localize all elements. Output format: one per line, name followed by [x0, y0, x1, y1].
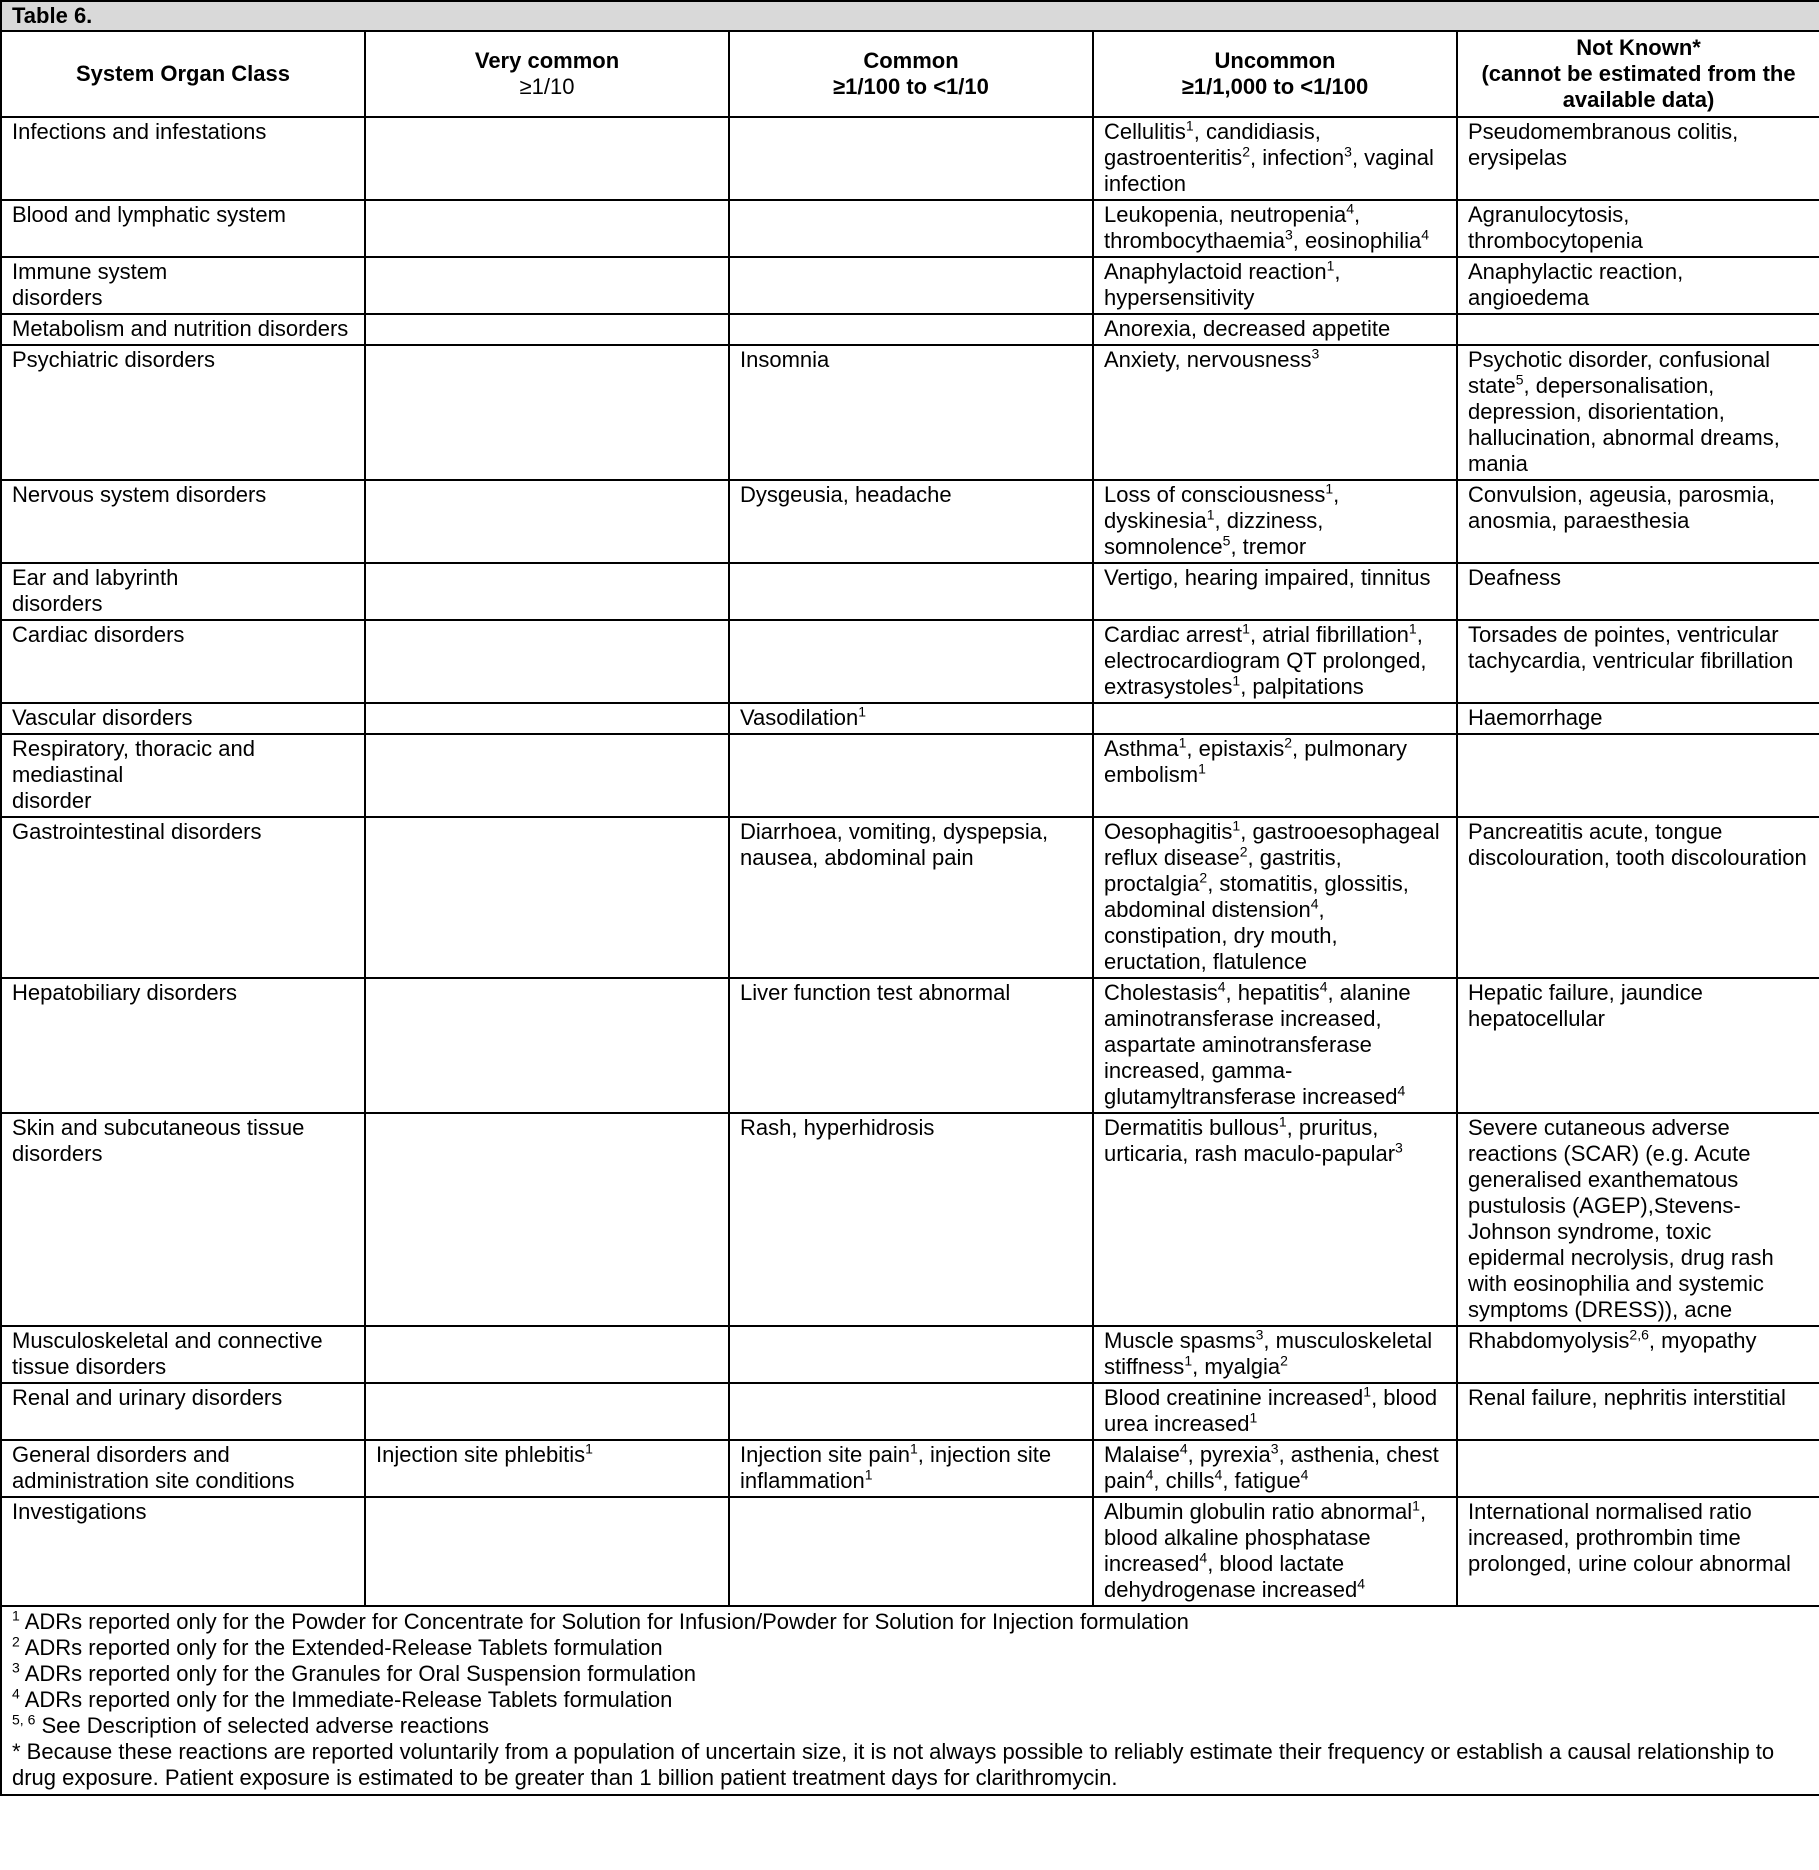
column-frequency: ≥1/100 to <1/10	[833, 74, 989, 99]
footnote-marker: 1	[1242, 620, 1250, 637]
footnote-marker: 4	[1217, 978, 1226, 995]
footnote	[12, 1635, 1809, 1661]
footnote-marker: 4	[1397, 1082, 1406, 1099]
cell-common	[729, 1326, 1093, 1383]
cell-very-common: Injection site phlebitis$^1$	[365, 1440, 729, 1497]
cell-not-known: Convulsion, ageusia, parosmia, anosmia, paraesthesia	[1457, 480, 1819, 563]
footnote-marker: 3	[1311, 345, 1320, 362]
cell-uncommon	[1093, 703, 1457, 734]
cell-not-known	[1457, 314, 1819, 345]
cell-very-common	[365, 978, 729, 1113]
footnote-marker: 1	[1184, 1352, 1193, 1369]
footnote-marker: 1	[585, 1440, 593, 1457]
cell-common: Dysgeusia, headache	[729, 480, 1093, 563]
table-caption: Table 6.	[1, 1, 1819, 31]
header-not-known	[1457, 31, 1819, 117]
table-row	[1, 257, 1819, 314]
cell-common: Rash, hyperhidrosis	[729, 1113, 1093, 1326]
column-frequency: ≥1/1,000 to <1/100	[1181, 74, 1369, 99]
footnote-text: See Description of selected adverse reactions	[35, 1713, 490, 1738]
cell-system-organ-class: Skin and subcutaneous tissue disorders	[1, 1113, 365, 1326]
cell-very-common	[365, 200, 729, 257]
footnote-marker: 1	[1278, 1113, 1287, 1130]
column-name: Very common	[474, 48, 620, 73]
cell-not-known: International normalised ratio increased, prothrombin time prolonged, urine colour abnormal	[1457, 1497, 1819, 1606]
cell-system-organ-class: Cardiac disorders	[1, 620, 365, 703]
cell-system-organ-class: Infections and infestations	[1, 117, 365, 200]
cell-system-organ-class: Immune system disorders	[1, 257, 365, 314]
cell-system-organ-class: Metabolism and nutrition disorders	[1, 314, 365, 345]
cell-common	[729, 1383, 1093, 1440]
table-body	[1, 117, 1819, 1606]
cell-system-organ-class: Renal and urinary disorders	[1, 1383, 365, 1440]
footnote	[12, 1713, 1809, 1739]
table-row	[1, 978, 1819, 1113]
cell-common	[729, 620, 1093, 703]
cell-very-common	[365, 1113, 729, 1326]
cell-not-known: Deafness	[1457, 563, 1819, 620]
cell-system-organ-class: Investigations	[1, 1497, 365, 1606]
cell-uncommon: Cholestasis$^4$, hepatitis$^4$, alanine aminotransferase increased, aspartate aminotransferase increased, gamma-glutamyltransferase increased$^4$	[1093, 978, 1457, 1113]
table-row	[1, 563, 1819, 620]
table-row	[1, 200, 1819, 257]
cell-very-common	[365, 314, 729, 345]
footnote-marker: 4	[12, 1685, 20, 1702]
cell-system-organ-class: Ear and labyrinth disorders	[1, 563, 365, 620]
footnote-marker: 4	[1300, 1466, 1309, 1483]
footnotes	[1, 1606, 1819, 1795]
cell-not-known	[1457, 1440, 1819, 1497]
footnote-marker: 3	[1255, 1326, 1264, 1343]
cell-system-organ-class: Gastrointestinal disorders	[1, 817, 365, 978]
footnote-text: * Because these reactions are reported voluntarily from a population of uncertain size, it is not always possible to reliably estimate their frequency or establish a causal relationship to drug exposure. Patient exposure is estimated to be greater than 1 billion patient treatment days for clarithromycin.	[12, 1739, 1775, 1790]
column-frequency: ≥1/10	[519, 74, 575, 99]
cell-uncommon: Malaise$^4$, pyrexia$^3$, asthenia, chest pain$^4$, chills$^4$, fatigue$^4$	[1093, 1440, 1457, 1497]
cell-common: Injection site pain$^1$, injection site inflammation$^1$	[729, 1440, 1093, 1497]
cell-system-organ-class: Nervous system disorders	[1, 480, 365, 563]
footnote-marker: 1	[910, 1440, 918, 1457]
cell-not-known: Pseudomembranous colitis, erysipelas	[1457, 117, 1819, 200]
footnote	[12, 1739, 1809, 1791]
cell-uncommon: Albumin globulin ratio abnormal$^1$, blood alkaline phosphatase increased$^4$, blood lactate dehydrogenase increased$^4$	[1093, 1497, 1457, 1606]
column-name: System Organ Class	[76, 61, 290, 86]
cell-not-known: Hepatic failure, jaundice hepatocellular	[1457, 978, 1819, 1113]
footnote-marker: 4	[1199, 1549, 1208, 1566]
cell-uncommon: Blood creatinine increased$^1$, blood urea increased$^1$	[1093, 1383, 1457, 1440]
cell-very-common	[365, 1383, 729, 1440]
table-row	[1, 1440, 1819, 1497]
footnote-marker: 1	[1232, 672, 1241, 689]
cell-uncommon: Anxiety, nervousness$^3$	[1093, 345, 1457, 480]
footnote-marker: 4	[1346, 200, 1355, 217]
cell-system-organ-class: Respiratory, thoracic and mediastinal disorder	[1, 734, 365, 817]
footnote-marker: 1	[1249, 1409, 1258, 1426]
footnote-marker: 5	[1515, 371, 1524, 388]
footnote-marker: 2	[1280, 1352, 1288, 1369]
footnote-marker: 3	[12, 1659, 20, 1676]
footnote-marker: 3	[1270, 1440, 1279, 1457]
footnote-text: ADRs reported only for the Extended-Release Tablets formulation	[19, 1635, 663, 1660]
footnote-marker: 1	[864, 1466, 873, 1483]
table-row	[1, 1113, 1819, 1326]
footnote	[12, 1687, 1809, 1713]
footnote-marker: 3	[1395, 1139, 1403, 1156]
table-row	[1, 117, 1819, 200]
cell-common	[729, 314, 1093, 345]
footnote-marker: 2	[12, 1633, 20, 1650]
cell-system-organ-class: Blood and lymphatic system	[1, 200, 365, 257]
cell-uncommon: Leukopenia, neutropenia$^4$, thrombocythaemia$^3$, eosinophilia$^4$	[1093, 200, 1457, 257]
cell-very-common	[365, 117, 729, 200]
cell-uncommon: Loss of consciousness$^1$, dyskinesia$^1$, dizziness, somnolence$^5$, tremor	[1093, 480, 1457, 563]
cell-common	[729, 200, 1093, 257]
cell-system-organ-class: General disorders and administration site conditions	[1, 1440, 365, 1497]
footnote-marker: 1	[1408, 620, 1417, 637]
cell-not-known: Agranulocytosis, thrombocytopenia	[1457, 200, 1819, 257]
footnote-text: ADRs reported only for the Immediate-Release Tablets formulation	[19, 1687, 673, 1712]
table-row	[1, 620, 1819, 703]
table-caption-row	[1, 1, 1819, 31]
header-row	[1, 31, 1819, 117]
cell-system-organ-class: Psychiatric disorders	[1, 345, 365, 480]
header-very-common	[365, 31, 729, 117]
cell-uncommon: Anorexia, decreased appetite	[1093, 314, 1457, 345]
footnote-marker: 4	[1145, 1466, 1154, 1483]
cell-very-common	[365, 1497, 729, 1606]
cell-very-common	[365, 703, 729, 734]
header-system-organ-class	[1, 31, 365, 117]
table-row	[1, 734, 1819, 817]
cell-uncommon: Muscle spasms$^3$, musculoskeletal stiffness$^1$, myalgia$^2$	[1093, 1326, 1457, 1383]
table-row	[1, 1383, 1819, 1440]
cell-uncommon: Oesophagitis$^1$, gastrooesophageal reflux disease$^2$, gastritis, proctalgia$^2$, stomatitis, glossitis, abdominal distension$^4$, constipation, dry mouth, eructation, flatulence	[1093, 817, 1457, 978]
cell-not-known: Severe cutaneous adverse reactions (SCAR) (e.g. Acute generalised exanthematous pustulosis (AGEP),Stevens-Johnson syndrome, toxic epidermal necrolysis, drug rash with eosinophilia and systemic symptoms (DRESS)), acne	[1457, 1113, 1819, 1326]
cell-not-known: Rhabdomyolysis$^{2,6}$, myopathy	[1457, 1326, 1819, 1383]
table-row	[1, 480, 1819, 563]
footnote-marker: 1	[1206, 506, 1215, 523]
footnote-marker: 3	[1284, 226, 1293, 243]
cell-uncommon: Cellulitis$^1$, candidiasis, gastroenteritis$^2$, infection$^3$, vaginal infection	[1093, 117, 1457, 200]
cell-very-common	[365, 257, 729, 314]
footnote-marker: 4	[1214, 1466, 1223, 1483]
table-row	[1, 817, 1819, 978]
footnote-marker: 2	[1242, 143, 1250, 160]
footnote	[12, 1609, 1809, 1635]
cell-system-organ-class: Vascular disorders	[1, 703, 365, 734]
footnote-marker: 2	[1199, 869, 1208, 886]
footnote-marker: 2	[1284, 734, 1293, 751]
table-row	[1, 314, 1819, 345]
footnote-marker: 4	[1179, 1440, 1188, 1457]
column-name: Uncommon	[1214, 48, 1336, 73]
footnote-marker: 1	[1178, 734, 1187, 751]
column-name: Not Known*	[1576, 35, 1701, 60]
header-uncommon	[1093, 31, 1457, 117]
footnote-marker: 2,6	[1629, 1326, 1649, 1343]
column-frequency: (cannot be estimated from the available data)	[1481, 61, 1796, 112]
cell-uncommon: Asthma$^1$, epistaxis$^2$, pulmonary embolism$^1$	[1093, 734, 1457, 817]
cell-very-common	[365, 480, 729, 563]
cell-common: Vasodilation$^1$	[729, 703, 1093, 734]
cell-very-common	[365, 1326, 729, 1383]
footnote-marker: 2	[1239, 843, 1248, 860]
cell-common: Insomnia	[729, 345, 1093, 480]
footnote-marker: 4	[1310, 895, 1319, 912]
cell-system-organ-class: Hepatobiliary disorders	[1, 978, 365, 1113]
footnote-marker: 5, 6	[12, 1711, 36, 1728]
cell-not-known: Anaphylactic reaction, angioedema	[1457, 257, 1819, 314]
footnote-marker: 4	[1357, 1575, 1365, 1592]
cell-common	[729, 117, 1093, 200]
footnotes-row	[1, 1606, 1819, 1795]
cell-very-common	[365, 345, 729, 480]
cell-not-known: Pancreatitis acute, tongue discolouration, tooth discolouration	[1457, 817, 1819, 978]
cell-common	[729, 1497, 1093, 1606]
footnote-marker: 1	[12, 1607, 20, 1624]
table-row	[1, 1497, 1819, 1606]
footnote-marker: 4	[1319, 978, 1328, 995]
footnote-marker: 1	[1185, 117, 1194, 134]
header-common	[729, 31, 1093, 117]
cell-very-common	[365, 620, 729, 703]
cell-common	[729, 734, 1093, 817]
cell-not-known: Haemorrhage	[1457, 703, 1819, 734]
table-row	[1, 703, 1819, 734]
footnote-text: ADRs reported only for the Powder for Concentrate for Solution for Infusion/Powder for Solution for Injection formulation	[19, 1609, 1189, 1634]
cell-uncommon: Vertigo, hearing impaired, tinnitus	[1093, 563, 1457, 620]
cell-not-known: Torsades de pointes, ventricular tachycardia, ventricular fibrillation	[1457, 620, 1819, 703]
footnote-marker: 1	[1326, 257, 1335, 274]
cell-not-known: Psychotic disorder, confusional state$^5$, depersonalisation, depression, disorientation, hallucination, abnormal dreams, mania	[1457, 345, 1819, 480]
cell-not-known	[1457, 734, 1819, 817]
cell-uncommon: Anaphylactoid reaction$^1$, hypersensitivity	[1093, 257, 1457, 314]
table-row	[1, 345, 1819, 480]
column-name: Common	[863, 48, 959, 73]
cell-not-known: Renal failure, nephritis interstitial	[1457, 1383, 1819, 1440]
cell-common: Diarrhoea, vomiting, dyspepsia, nausea, abdominal pain	[729, 817, 1093, 978]
cell-system-organ-class: Musculoskeletal and connective tissue disorders	[1, 1326, 365, 1383]
footnote-marker: 1	[858, 703, 867, 720]
footnote-marker: 1	[1232, 817, 1241, 834]
cell-very-common	[365, 563, 729, 620]
cell-common	[729, 563, 1093, 620]
cell-very-common	[365, 734, 729, 817]
cell-very-common	[365, 817, 729, 978]
footnote-marker: 1	[1325, 480, 1334, 497]
footnote-marker: 3	[1344, 143, 1352, 160]
footnote-marker: 1	[1412, 1497, 1420, 1514]
cell-uncommon: Dermatitis bullous$^1$, pruritus, urticaria, rash maculo-papular$^3$	[1093, 1113, 1457, 1326]
cell-common: Liver function test abnormal	[729, 978, 1093, 1113]
footnote-marker: 1	[1363, 1383, 1372, 1400]
footnote-marker: 1	[1198, 760, 1206, 777]
footnote-marker: 4	[1421, 226, 1430, 243]
table-row	[1, 1326, 1819, 1383]
footnote	[12, 1661, 1809, 1687]
footnote-text: ADRs reported only for the Granules for Oral Suspension formulation	[19, 1661, 697, 1686]
cell-common	[729, 257, 1093, 314]
footnote-marker: 5	[1222, 532, 1231, 549]
cell-uncommon: Cardiac arrest$^1$, atrial fibrillation$^1$, electrocardiogram QT prolonged, extrasystoles$^1$, palpitations	[1093, 620, 1457, 703]
